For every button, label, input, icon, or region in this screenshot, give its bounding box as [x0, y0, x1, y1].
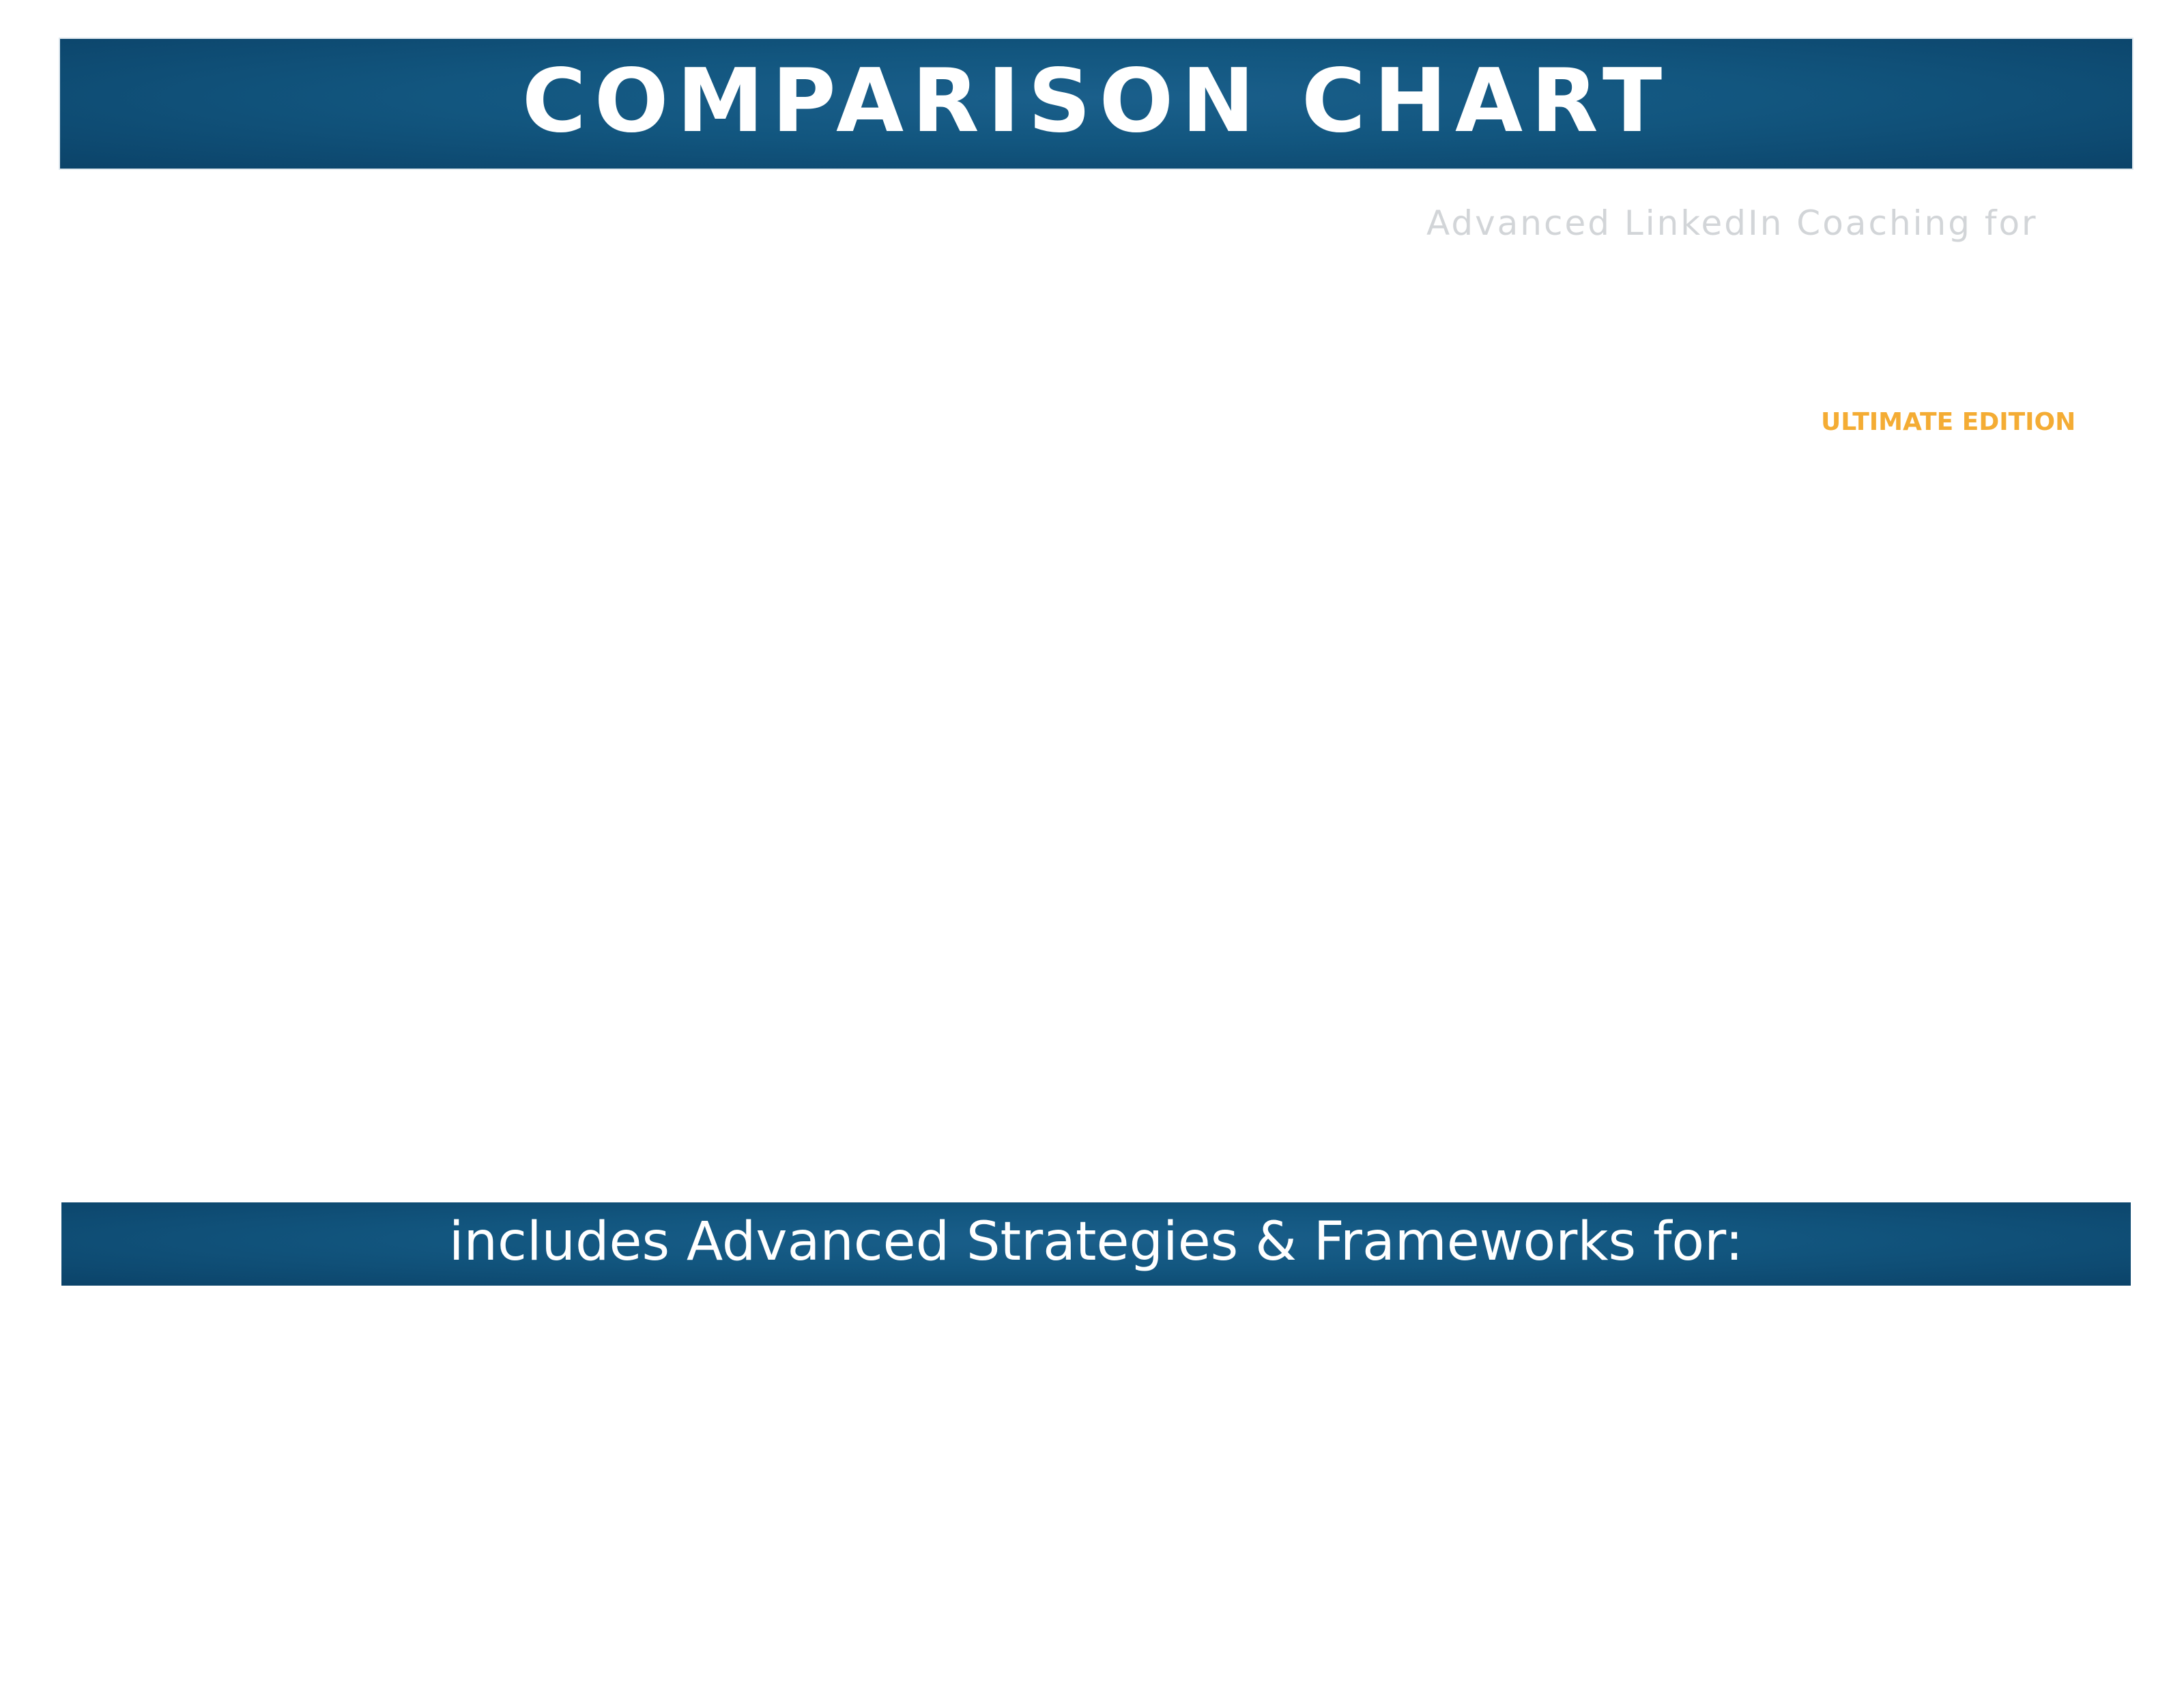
product-subtitle: Advanced LinkedIn Coaching for — [1426, 203, 2038, 243]
title-banner — [59, 38, 2133, 170]
page-title: COMPARISON CHART — [521, 50, 1671, 152]
edition-label: ULTIMATE EDITION — [1821, 408, 2076, 436]
features-heading: includes Advanced Strategies & Frameworks for: — [448, 1211, 1744, 1273]
features-banner — [61, 1202, 2131, 1286]
